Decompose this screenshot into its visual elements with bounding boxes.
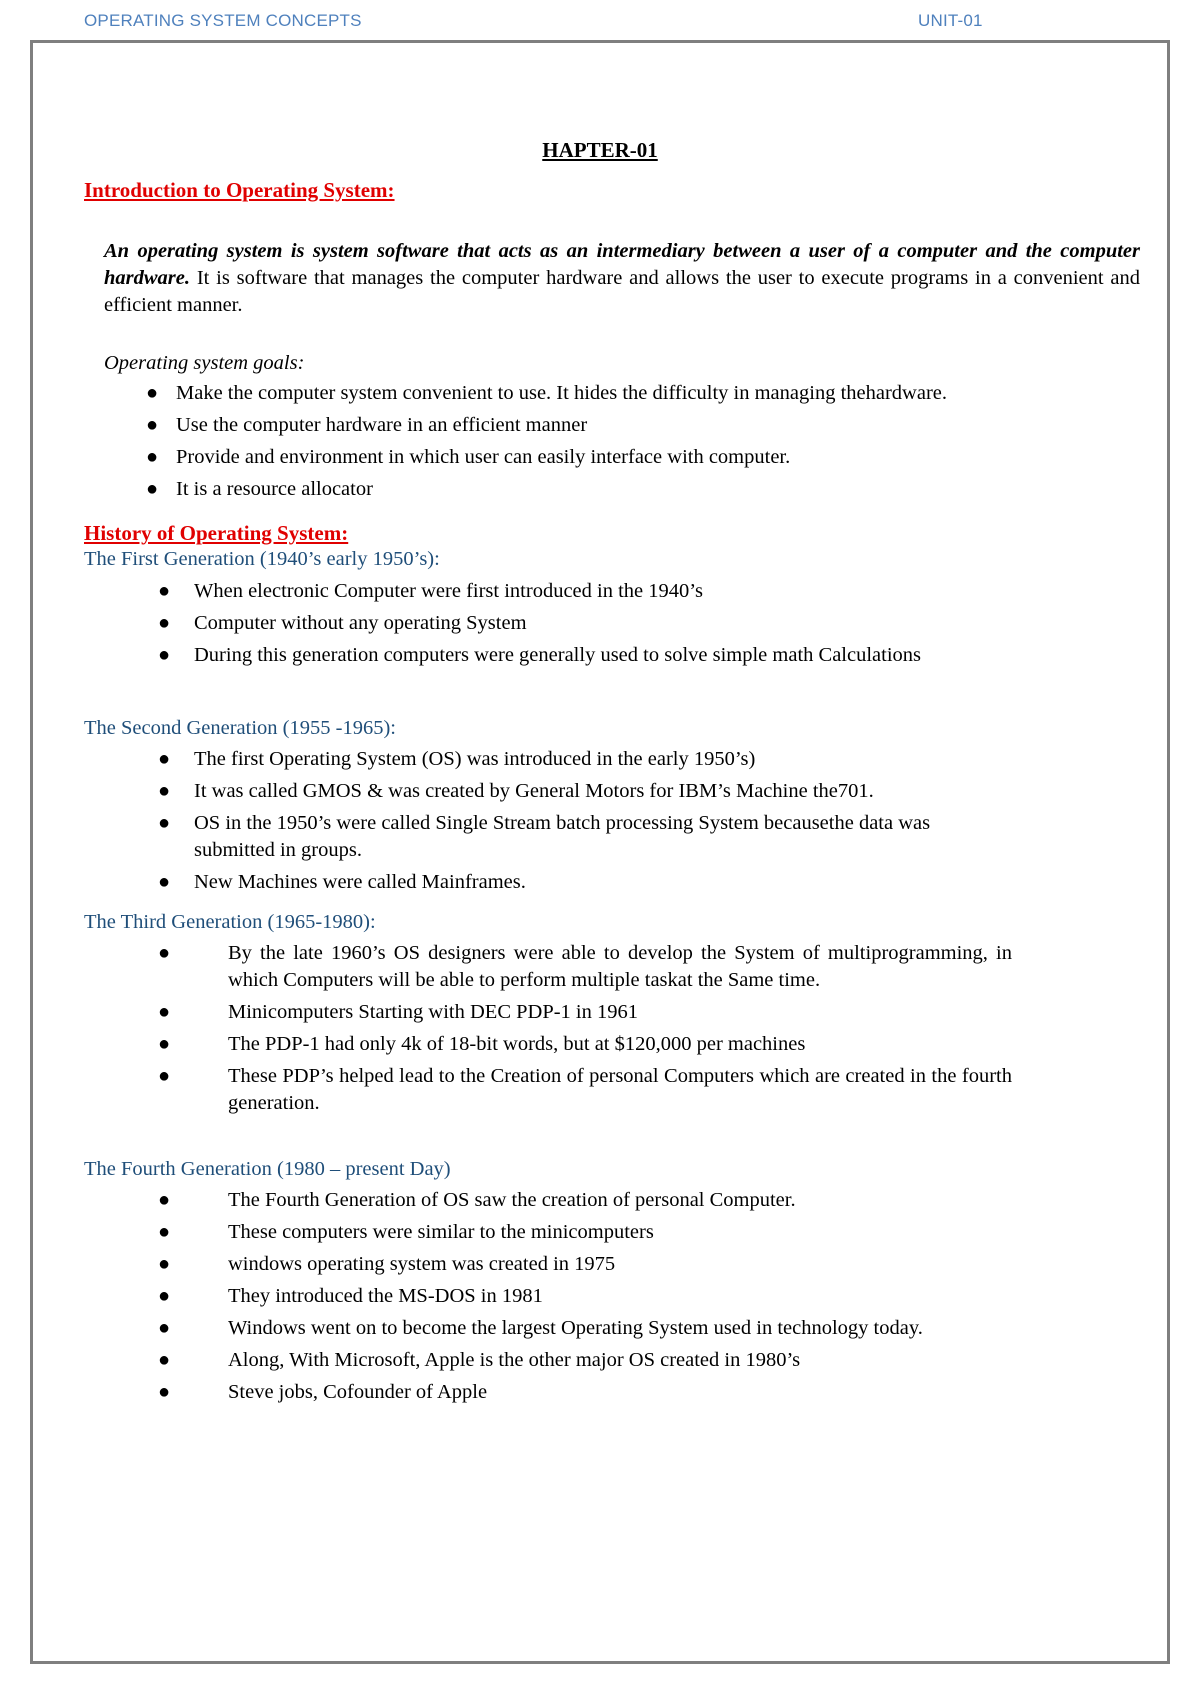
generation-2-list — [158, 746, 998, 901]
page-header-title: OPERATING SYSTEM CONCEPTS — [84, 11, 362, 30]
list-item-text: It is a resource allocator — [176, 478, 373, 500]
list-item-text: These computers were similar to the minicomputers — [228, 1221, 654, 1243]
list-item-text: During this generation computers were generally used to solve simple math Calculations — [194, 644, 921, 666]
bullet-icon: ● — [158, 1317, 171, 1339]
list-item — [158, 578, 998, 605]
list-item — [158, 1251, 1012, 1278]
definition-text: An operating system is system software that acts as an intermediary between a user of a computer and the computer hardware. — [104, 240, 1140, 289]
list-item-text: The PDP-1 had only 4k of 18-bit words, but at $120,000 per machines — [228, 1033, 806, 1055]
list-item-text: OS in the 1950’s were called Single Stream batch processing System becausethe data was submitted in groups. — [194, 812, 931, 861]
bullet-icon: ● — [158, 812, 171, 834]
bullet-icon: ● — [158, 1253, 171, 1275]
definition-rest-text: It is software that manages the computer hardware and allows the user to execute programs in a convenient and efficient manner. — [104, 267, 1140, 316]
list-item-text: New Machines were called Mainframes. — [194, 871, 526, 893]
list-item — [158, 1379, 1012, 1406]
intro-paragraph — [104, 238, 1140, 319]
list-item-text: Use the computer hardware in an efficient manner — [176, 414, 588, 436]
list-item-text: Along, With Microsoft, Apple is the other major OS created in 1980’s — [228, 1349, 801, 1371]
list-item — [146, 380, 1126, 407]
history-heading: History of Operating System: — [84, 521, 349, 545]
goals-label: Operating system goals: — [104, 352, 305, 374]
list-item-text: When electronic Computer were first introduced in the 1940’s — [194, 580, 703, 602]
list-item — [158, 1031, 1012, 1058]
list-item — [158, 1347, 1012, 1374]
list-item — [158, 1315, 1012, 1342]
list-item-text: Windows went on to become the largest Operating System used in technology today. — [228, 1317, 923, 1339]
list-item — [158, 1187, 1012, 1214]
bullet-icon: ● — [158, 748, 171, 770]
list-item-text: Provide and environment in which user can easily interface with computer. — [176, 446, 791, 468]
bullet-icon: ● — [146, 414, 159, 436]
bullet-icon: ● — [146, 382, 159, 404]
list-item-text: The Fourth Generation of OS saw the creation of personal Computer. — [228, 1189, 796, 1211]
generation-2-title: The Second Generation (1955 -1965): — [84, 717, 396, 739]
list-item-text: Minicomputers Starting with DEC PDP-1 in 1961 — [228, 1001, 638, 1023]
generation-4-title: The Fourth Generation (1980 – present Day) — [84, 1158, 451, 1180]
list-item — [158, 610, 998, 637]
bullet-icon: ● — [158, 1221, 171, 1243]
bullet-icon: ● — [158, 1065, 171, 1087]
list-item — [158, 1283, 1012, 1310]
bullet-icon: ● — [158, 942, 171, 964]
generation-3-title: The Third Generation (1965-1980): — [84, 911, 376, 933]
list-item — [158, 810, 998, 864]
bullet-icon: ● — [146, 446, 159, 468]
bullet-icon: ● — [158, 612, 171, 634]
list-item — [158, 746, 998, 773]
list-item — [158, 999, 1012, 1026]
list-item-text: They introduced the MS-DOS in 1981 — [228, 1285, 543, 1307]
list-item-text: Make the computer system convenient to use. It hides the difficulty in managing thehardware. — [176, 382, 948, 404]
list-item — [158, 869, 998, 896]
generation-1-list — [158, 578, 998, 674]
bullet-icon: ● — [158, 1033, 171, 1055]
bullet-icon: ● — [158, 780, 171, 802]
list-item-text: By the late 1960’s OS designers were able to develop the System of multiprogramming, in which Computers will be able to perform multiple taskat the Same time. — [228, 942, 1012, 991]
list-item-text: It was called GMOS & was created by General Motors for IBM’s Machine the701. — [194, 780, 874, 802]
list-item — [158, 642, 998, 669]
list-item-text: These PDP’s helped lead to the Creation of personal Computers which are created in the fourth generation. — [228, 1065, 1012, 1114]
bullet-icon: ● — [158, 580, 171, 602]
list-item-text: windows operating system was created in 1975 — [228, 1253, 616, 1275]
bullet-icon: ● — [158, 1001, 171, 1023]
generation-3-list — [158, 940, 1012, 1122]
list-item-text: Computer without any operating System — [194, 612, 527, 634]
list-item — [146, 476, 1126, 503]
bullet-icon: ● — [146, 478, 159, 500]
list-item — [158, 940, 1012, 994]
list-item — [146, 444, 1126, 471]
list-item — [158, 778, 998, 805]
bullet-icon: ● — [158, 1285, 171, 1307]
list-item — [158, 1219, 1012, 1246]
bullet-icon: ● — [158, 1349, 171, 1371]
list-item — [158, 1063, 1012, 1117]
generation-1-title: The First Generation (1940’s early 1950’s): — [84, 548, 440, 570]
intro-heading: Introduction to Operating System: — [84, 178, 395, 202]
list-item-text: The first Operating System (OS) was introduced in the early 1950’s) — [194, 748, 756, 770]
list-item — [146, 412, 1126, 439]
bullet-icon: ● — [158, 1189, 171, 1211]
page-header-unit: UNIT-01 — [918, 11, 983, 30]
chapter-title: HAPTER-01 — [542, 138, 658, 162]
bullet-icon: ● — [158, 871, 171, 893]
goals-list — [146, 380, 1126, 508]
list-item-text: Steve jobs, Cofounder of Apple — [228, 1381, 488, 1403]
generation-4-list — [158, 1187, 1012, 1411]
bullet-icon: ● — [158, 644, 171, 666]
bullet-icon: ● — [158, 1381, 171, 1403]
